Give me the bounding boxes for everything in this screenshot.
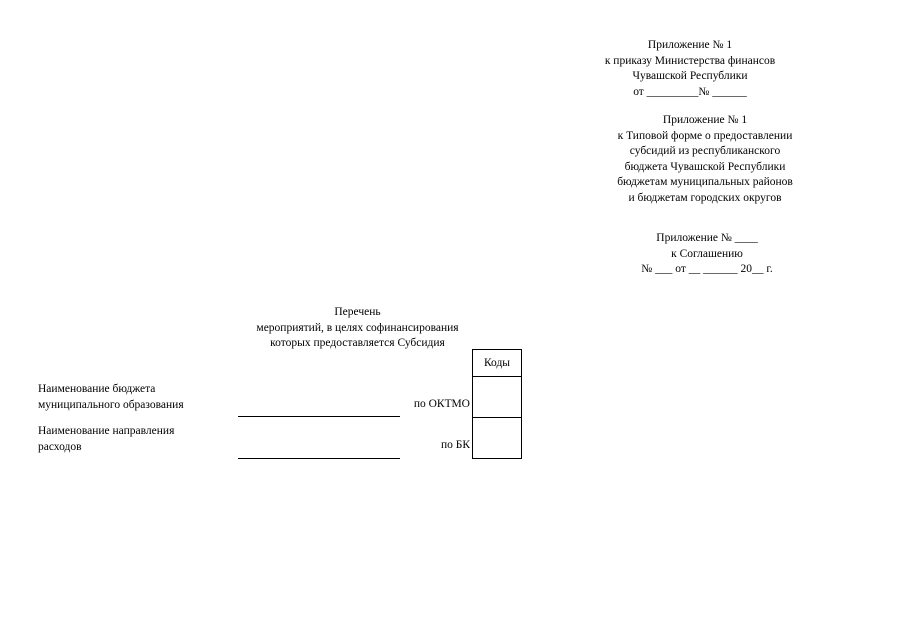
appendix-typical-form <box>575 113 835 206</box>
appendix-line: Приложение № 1 <box>647 39 733 51</box>
appendix-line: Приложение № ____ <box>656 232 758 244</box>
appendix-line: Чувашской Республики <box>632 70 748 82</box>
budget-name-field[interactable] <box>238 416 400 417</box>
direction-label <box>38 424 174 455</box>
oktmo-label: по ОКТМО <box>413 398 470 410</box>
appendix-line: № ___ от __ ______ 20__ г. <box>641 263 773 275</box>
title-line: мероприятий, в целях софинансирования <box>256 321 459 334</box>
appendix-line: к Типовой форме о предоставлении <box>617 129 793 142</box>
appendix-agreement <box>577 231 837 278</box>
appendix-ministry-order <box>560 38 820 100</box>
budget-name-label <box>38 382 184 413</box>
codes-table <box>472 349 522 459</box>
appendix-line: бюджетам муниципальных районов <box>617 176 793 188</box>
title-line: Перечень <box>334 306 381 318</box>
label-line: муниципального образования <box>38 398 184 411</box>
label-line: расходов <box>38 440 82 453</box>
appendix-line: к Соглашению <box>671 247 743 260</box>
document-title <box>225 305 490 352</box>
appendix-line: и бюджетам городских округов <box>628 191 782 204</box>
label-line: Наименование бюджета <box>38 383 156 395</box>
direction-field[interactable] <box>238 458 400 459</box>
appendix-line: субсидий из республиканского <box>629 145 781 157</box>
bk-label: по БК <box>440 439 470 451</box>
label-line: Наименование направления <box>38 425 175 437</box>
appendix-line: от _________№ ______ <box>633 85 747 98</box>
codes-header: Коды <box>473 350 522 377</box>
appendix-line: к приказу Министерства финансов <box>604 54 776 67</box>
appendix-line: бюджета Чувашской Республики <box>624 160 786 173</box>
oktmo-code-cell[interactable] <box>473 377 522 418</box>
title-line: которых предоставляется Субсидия <box>270 337 445 349</box>
bk-code-cell[interactable] <box>473 418 522 459</box>
appendix-line: Приложение № 1 <box>662 114 748 126</box>
